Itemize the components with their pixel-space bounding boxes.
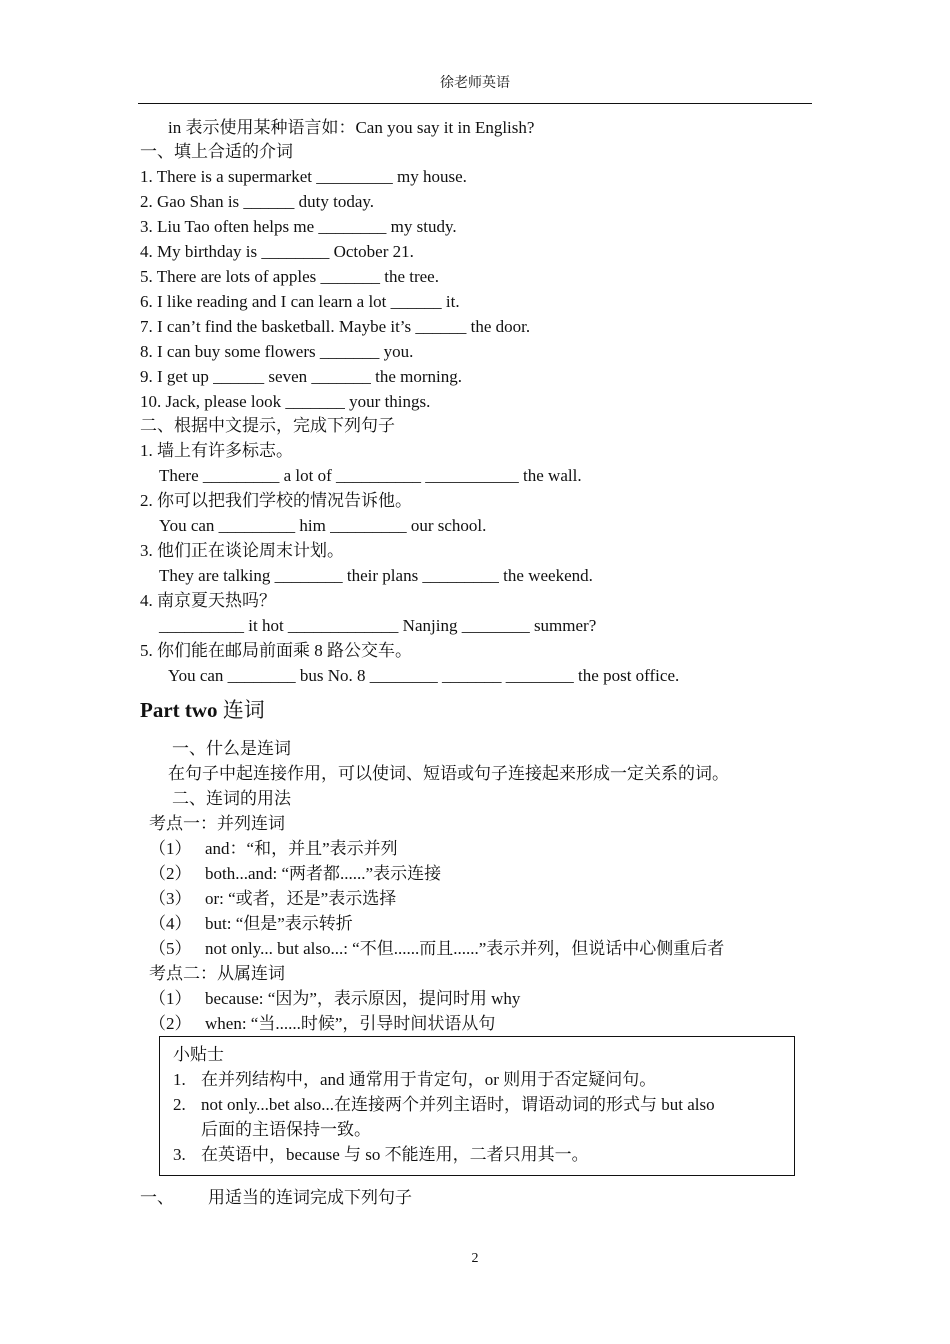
list-item: [149, 988, 520, 1010]
tip-item: [173, 1094, 715, 1116]
what-is-title: 一、什么是连词: [172, 739, 291, 758]
list-num: （2）: [149, 1014, 192, 1033]
translate-blank: You can ________ bus No. 8 ________ _______ ________ the post office.: [168, 666, 680, 685]
tips-title: 小贴士: [173, 1045, 224, 1064]
translate-blank: They are talking ________ their plans _________ the weekend.: [159, 566, 593, 585]
what-is-text: 在句子中起连接作用，可以使词、短语或句子连接起来形成一定关系的词。: [168, 764, 729, 783]
list-item: [149, 938, 724, 960]
tip-num: 1.: [173, 1070, 186, 1089]
list-item: [149, 1013, 495, 1035]
translate-prompt: 1. 墙上有许多标志。: [140, 441, 293, 460]
page-number: 2: [471, 1251, 479, 1266]
page-header: 徐老师英语: [440, 76, 510, 91]
tip-text: 在并列结构中，and 通常用于肯定句，or 则用于否定疑问句。: [201, 1070, 657, 1089]
list-item: [149, 863, 441, 885]
usage-title: 二、连词的用法: [172, 789, 291, 808]
fill-item: 4. My birthday is ________ October 21.: [140, 242, 414, 261]
translate-blank: __________ it hot _____________ Nanjing ________ summer?: [159, 616, 597, 635]
part-two-heading: [140, 697, 265, 723]
list-item: [149, 913, 353, 935]
tip-text: 在英语中，because 与 so 不能连用，二者只用其一。: [201, 1145, 589, 1164]
tip-item: [173, 1144, 589, 1166]
fill-item: 6. I like reading and I can learn a lot ______ it.: [140, 292, 460, 311]
tip-num: 2.: [173, 1095, 186, 1114]
fill-item: 5. There are lots of apples _______ the tree.: [140, 267, 439, 286]
list-text: both...and: “两者都......”表示连接: [205, 864, 442, 883]
list-text: and：“和，并且”表示并列: [205, 839, 398, 858]
translate-prompt: 3. 他们正在谈论周末计划。: [140, 541, 344, 560]
point2-title: 考点二：从属连词: [149, 964, 285, 983]
exercise-num: 一、: [140, 1188, 174, 1207]
fill-item: 2. Gao Shan is ______ duty today.: [140, 192, 375, 211]
list-num: （5）: [149, 939, 192, 958]
list-text: when: “当......时候”，引导时间状语从句: [205, 1014, 496, 1033]
fill-item: 8. I can buy some flowers _______ you.: [140, 342, 414, 361]
list-num: （4）: [149, 914, 192, 933]
list-num: （1）: [149, 989, 192, 1008]
part-two-topic: 连词: [217, 698, 265, 722]
translate-prompt: 4. 南京夏天热吗？: [140, 591, 276, 610]
intro-line: in 表示使用某种语言如：Can you say it in English?: [168, 118, 535, 137]
list-num: （1）: [149, 839, 192, 858]
fill-item: 9. I get up ______ seven _______ the morning.: [140, 367, 463, 386]
tip-continuation: 后面的主语保持一致。: [201, 1120, 371, 1139]
tip-item: [173, 1069, 656, 1091]
section2-title: 二、根据中文提示，完成下列句子: [140, 416, 395, 435]
exercise-text: 用适当的连词完成下列句子: [208, 1188, 412, 1207]
translate-prompt: 2. 你可以把我们学校的情况告诉他。: [140, 491, 412, 510]
list-text: because: “因为”，表示原因，提问时用 why: [205, 989, 521, 1008]
translate-prompt: 5. 你们能在邮局前面乘 8 路公交车。: [140, 641, 412, 660]
tip-text: not only...bet also...在连接两个并列主语时，谓语动词的形式与 but also: [201, 1095, 715, 1114]
list-item: [149, 838, 398, 860]
fill-item: 1. There is a supermarket _________ my house.: [140, 167, 467, 186]
list-text: but: “但是”表示转折: [205, 914, 353, 933]
part-two-label: Part two: [140, 698, 218, 722]
translate-blank: There _________ a lot of __________ ___________ the wall.: [159, 466, 582, 485]
tip-num: 3.: [173, 1145, 186, 1164]
section1-title: 一、填上合适的介词: [140, 142, 293, 161]
list-text: not only... but also...: “不但......而且......”表示并列，但说话中心侧重后者: [205, 939, 725, 958]
list-item: [149, 888, 396, 910]
exercise-title: [140, 1187, 412, 1209]
header-rule: [138, 103, 812, 104]
translate-blank: You can _________ him _________ our school.: [159, 516, 487, 535]
point1-title: 考点一：并列连词: [149, 814, 285, 833]
list-text: or: “或者，还是”表示选择: [205, 889, 397, 908]
fill-item: 3. Liu Tao often helps me ________ my study.: [140, 217, 457, 236]
list-num: （2）: [149, 864, 192, 883]
list-num: （3）: [149, 889, 192, 908]
fill-item: 10. Jack, please look _______ your things.: [140, 392, 431, 411]
fill-item: 7. I can’t find the basketball. Maybe it’s ______ the door.: [140, 317, 531, 336]
